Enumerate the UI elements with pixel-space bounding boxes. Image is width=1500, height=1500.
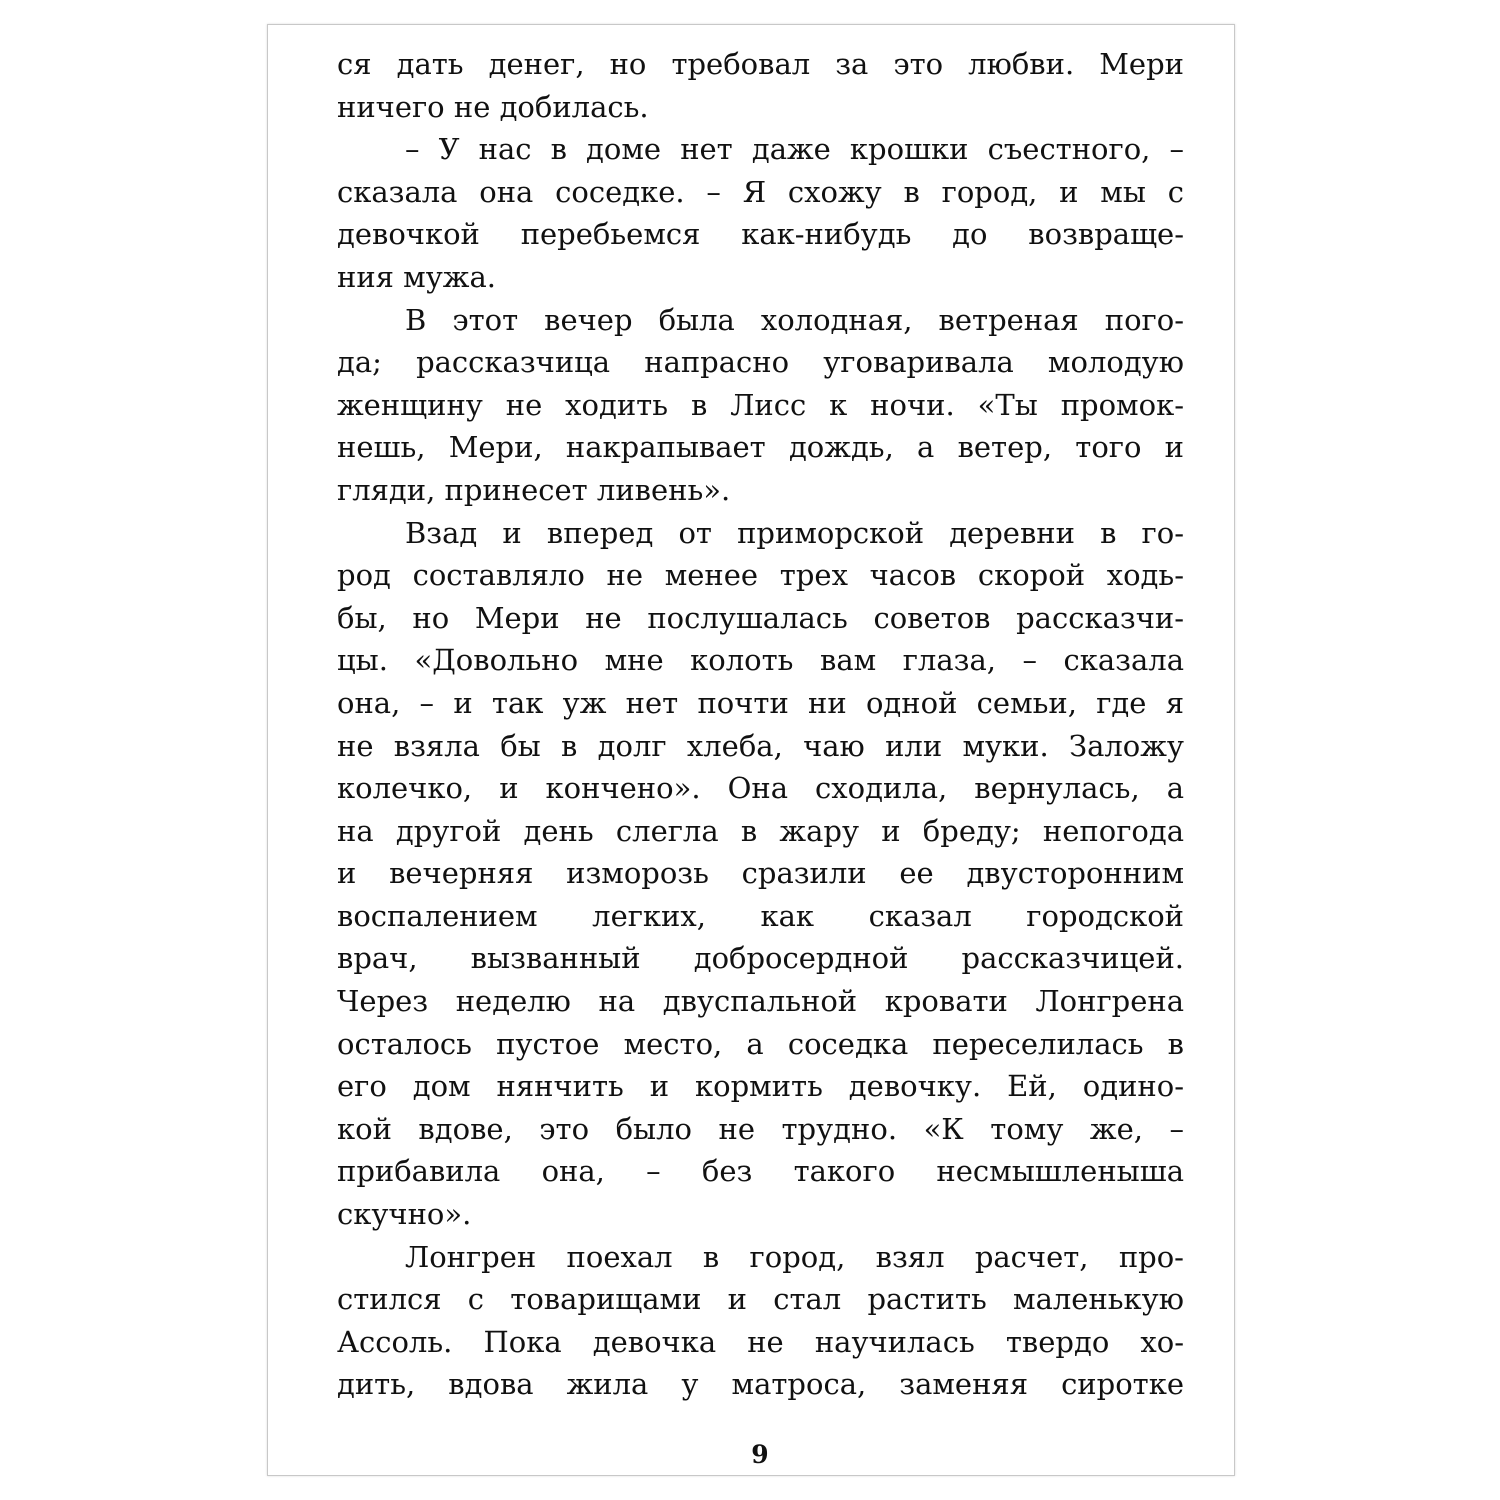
- text-line: Через неделю на двуспальной кровати Лонгрена: [337, 984, 1184, 1019]
- text-line: дить, вдова жила у матроса, заменяя сиротке: [337, 1367, 1184, 1402]
- text-line: стился с товарищами и стал растить маленькую: [337, 1282, 1184, 1317]
- page-body-text: [337, 43, 1184, 1406]
- text-line: бы, но Мери не послушалась советов рассказчи-: [337, 600, 1184, 635]
- text-line: она, – и так уж нет почти ни одной семьи, где я: [337, 685, 1184, 720]
- text-line: да; рассказчица напрасно уговаривала молодую: [337, 345, 1184, 380]
- text-line: женщину не ходить в Лисс к ночи. «Ты промок-: [337, 387, 1184, 422]
- text-line: врач, вызванный добросердной рассказчицей.: [337, 941, 1184, 976]
- text-line: цы. «Довольно мне колоть вам глаза, – сказала: [337, 643, 1184, 678]
- paragraph: [337, 43, 1184, 128]
- text-line: скучно».: [337, 1197, 472, 1232]
- paragraph: [337, 299, 1184, 512]
- text-line: ния мужа.: [337, 259, 496, 294]
- text-line: воспалением легких, как сказал городской: [337, 898, 1184, 933]
- text-line: и вечерняя изморозь сразили ее двусторонним: [337, 856, 1184, 891]
- text-line: гляди, принесет ливень».: [337, 472, 731, 507]
- text-line: сказала она соседке. – Я схожу в город, и мы с: [337, 174, 1184, 209]
- text-line: род составляло не менее трех часов скорой ходь-: [337, 558, 1184, 593]
- text-line: ся дать денег, но требовал за это любви. Мери: [337, 47, 1184, 81]
- text-line: на другой день слегла в жару и бреду; непогода: [337, 813, 1184, 848]
- text-line: Ассоль. Пока девочка не научилась твердо хо-: [337, 1324, 1184, 1359]
- paragraph: [337, 512, 1184, 1236]
- text-line: Взад и вперед от приморской деревни в го-: [405, 515, 1184, 550]
- text-line: нешь, Мери, накрапывает дождь, а ветер, того и: [337, 430, 1184, 465]
- text-line: не взяла бы в долг хлеба, чаю или муки. Заложу: [337, 728, 1184, 763]
- text-line: колечко, и кончено». Она сходила, вернулась, а: [337, 771, 1184, 806]
- text-line: девочкой перебьемся как-нибудь до возвраще-: [337, 217, 1184, 252]
- text-line: его дом нянчить и кормить девочку. Ей, одино-: [337, 1069, 1184, 1104]
- paragraph: [337, 1236, 1184, 1406]
- text-line: кой вдове, это было не трудно. «К тому же, –: [337, 1111, 1184, 1146]
- text-line: – У нас в доме нет даже крошки съестного, –: [405, 132, 1184, 167]
- text-line: Лонгрен поехал в город, взял расчет, про-: [405, 1239, 1184, 1274]
- text-line: ничего не добилась.: [337, 89, 649, 124]
- paragraph: [337, 128, 1184, 298]
- text-line: прибавила она, – без такого несмышленыша: [337, 1154, 1184, 1189]
- page-number: 9: [751, 1440, 769, 1469]
- text-line: осталось пустое место, а соседка переселилась в: [337, 1026, 1184, 1061]
- text-line: В этот вечер была холодная, ветреная пого-: [405, 302, 1184, 337]
